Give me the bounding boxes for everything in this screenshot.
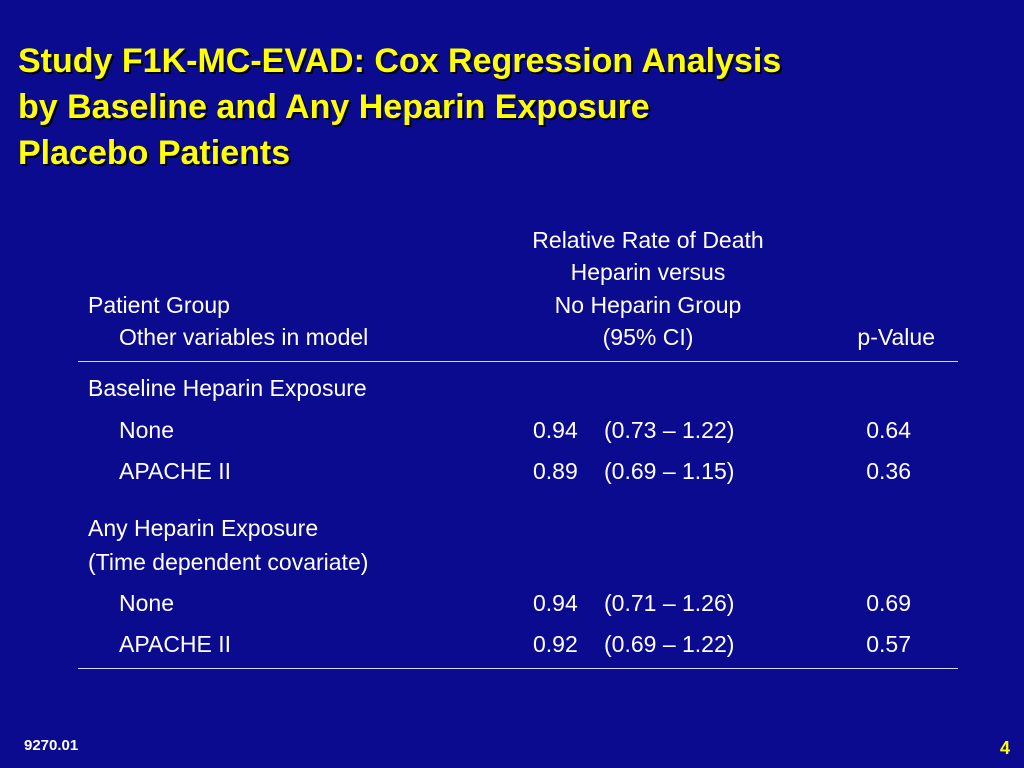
slide-code: 9270.01 [24,737,79,754]
row-rate: 0.89 [533,458,578,484]
row-ci: (0.69 – 1.15) [604,458,735,484]
table-bottom-rule [78,668,958,669]
section-subtitle-time-dependent: (Time dependent covariate) [88,549,369,575]
row-pvalue: 0.64 [866,417,911,443]
row-ci: (0.69 – 1.22) [604,631,735,657]
row-variable: APACHE II [119,458,232,484]
row-ci: (0.71 – 1.26) [604,590,735,616]
slide-title-line-2: by Baseline and Any Heparin Exposure [18,88,650,126]
section-title-baseline: Baseline Heparin Exposure [88,375,367,401]
slide-title-line-1: Study F1K-MC-EVAD: Cox Regression Analysis [18,42,782,80]
rate-header-line-4: (95% CI) [602,324,694,350]
rate-header-line-1: Relative Rate of Death [532,227,764,253]
page-number: 4 [999,738,1010,758]
row-pvalue: 0.36 [866,458,911,484]
slide-title [18,38,1008,176]
row-ci: (0.73 – 1.22) [604,417,735,443]
section-title-any-heparin: Any Heparin Exposure [88,515,319,541]
row-pvalue: 0.57 [866,631,911,657]
rate-header-line-2: Heparin versus [570,259,726,285]
rate-header-line-3: No Heparin Group [554,292,742,318]
other-variables-header: Other variables in model [119,324,369,350]
row-rate: 0.94 [533,590,578,616]
header-divider [78,361,958,362]
row-rate: 0.92 [533,631,578,657]
row-pvalue: 0.69 [866,590,911,616]
slide-title-line-3: Placebo Patients [18,134,291,172]
row-variable: None [119,417,174,443]
row-variable: APACHE II [119,631,232,657]
pvalue-header: p-Value [857,324,935,350]
row-variable: None [119,590,174,616]
patient-group-header: Patient Group [88,292,230,318]
row-rate: 0.94 [533,417,578,443]
